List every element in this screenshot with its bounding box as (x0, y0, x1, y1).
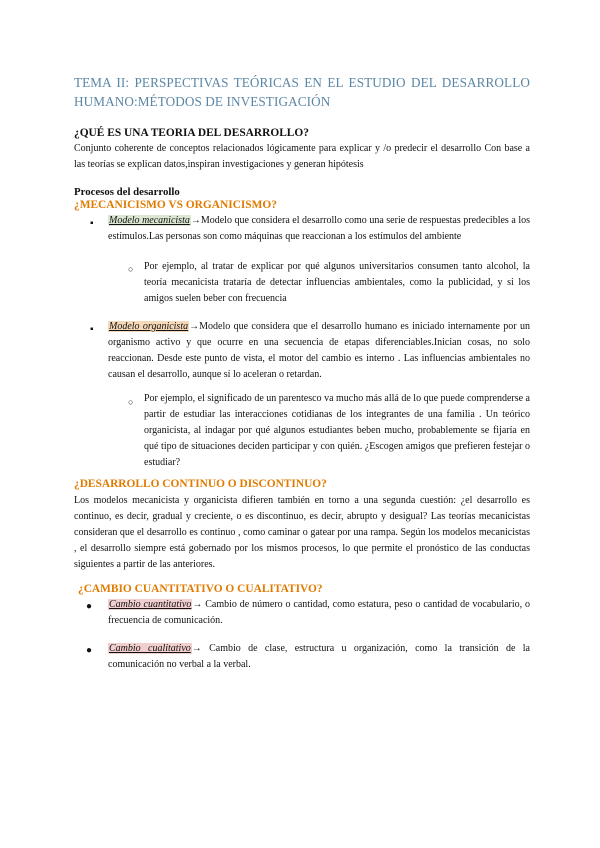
term-organicista: Modelo organicista (109, 321, 189, 332)
list-item-cuantitativo (108, 597, 530, 629)
term-cuantitativo: Cambio cuantitativo (109, 599, 192, 610)
bullet-dot-icon: ● (86, 645, 93, 656)
arrow-icon: → (189, 321, 200, 332)
section-heading-procesos: Procesos del desarrollo (74, 186, 180, 198)
section-heading-teoria: ¿QUÉ ES UNA TEORIA DEL DESARROLLO? (74, 127, 309, 139)
sub-item-mecanicista-example: Por ejemplo, al tratar de explicar por qué algunos universitarios consumen tanto alcohol, la teoría mecanicista trataría de detectar influencias ambientales, como la publicidad, y si los amigos suelen beber con frecuencia (144, 261, 530, 304)
definition-cuantitativo: Cambio de número o cantidad, como estatura, peso o cantidad de vocabulario, o frecuencia de comunicación. (108, 599, 530, 626)
bullet-circle-icon: ○ (128, 397, 134, 407)
paragraph-continuo: Los modelos mecanicista y organicista difieren también en torno a una segunda cuestión: ¿el desarrollo es continuo, es decir, gradual y creciente, o es discontinuo, es decir, abrupto y desigual? Las teorías mecanicistas consideran que el desarrollo es continuo , como caminar o gatear por una rampa. Según los modelos mecanicistas , el desarrollo siempre está gobernado por los mismos procesos, lo que permite el pronóstico de las conductas siguientes a partir de las anteriores. (74, 495, 530, 570)
sub-item-organicista-example: Por ejemplo, el significado de un parentesco va mucho más allá de lo que puede comprenderse a partir de estudiar las interacciones cotidianas de los integrantes de una familia . Un teórico organicista, al indagar por qué algunos estudiantes beben mucho, probablemente se fijaría en qué tipo de situaciones deciden participar y con quién. ¿Escogen amigos que prefieren festejar o estudiar? (144, 393, 530, 468)
arrow-icon: → (192, 599, 203, 610)
section-heading-cambio: ¿CAMBIO CUANTITATIVO O CUALITATIVO? (78, 583, 323, 595)
bullet-dot-icon: ● (86, 601, 93, 612)
bullet-circle-icon: ○ (128, 264, 134, 274)
bullet-square-icon: ▪ (90, 324, 94, 335)
arrow-icon: → (190, 215, 201, 226)
definition-cualitativo: Cambio de clase, estructura u organización, como la transición de la comunicación no verbal a la verbal. (108, 643, 530, 670)
paragraph-teoria: Conjunto coherente de conceptos relacionados lógicamente para explicar y /o predecir el desarrollo Con base a las teorías se explican datos,inspiran investigaciones y generan hipótesis (74, 143, 530, 170)
arrow-icon: → (191, 643, 202, 654)
list-item-mecanicista (108, 213, 530, 245)
bullet-square-icon: ▪ (90, 218, 94, 229)
definition-organicista: Modelo que considera que el desarrollo humano es iniciado internamente por un organismo activo y que ocurre en una secuencia de etapas diferenciables.Inician cosas, no solo reaccionan. Desde este punto de vista, el motor del cambio es interno . Las influencias ambientales no causan el desarrollo, aunque sí lo aceleran o retardan. (108, 321, 530, 380)
list-item-cualitativo (108, 641, 530, 673)
document-title: TEMA II: PERSPECTIVAS TEÓRICAS EN EL ESTUDIO DEL DESARROLLO HUMANO:MÉTODOS DE INVESTIGACIÓN (74, 75, 530, 109)
term-mecanicista: Modelo mecanicista (109, 215, 190, 226)
list-item-organicista (108, 319, 530, 383)
term-cualitativo: Cambio cualitativo (109, 643, 191, 654)
section-heading-mecanicismo: ¿MECANICISMO VS ORGANICISMO? (74, 199, 277, 211)
section-heading-continuo: ¿DESARROLLO CONTINUO O DISCONTINUO? (74, 478, 327, 490)
definition-mecanicista: Modelo que considera el desarrollo como una serie de respuestas predecibles a los estímulos.Las personas son como máquinas que reaccionan a los estímulos del ambiente (108, 215, 530, 242)
